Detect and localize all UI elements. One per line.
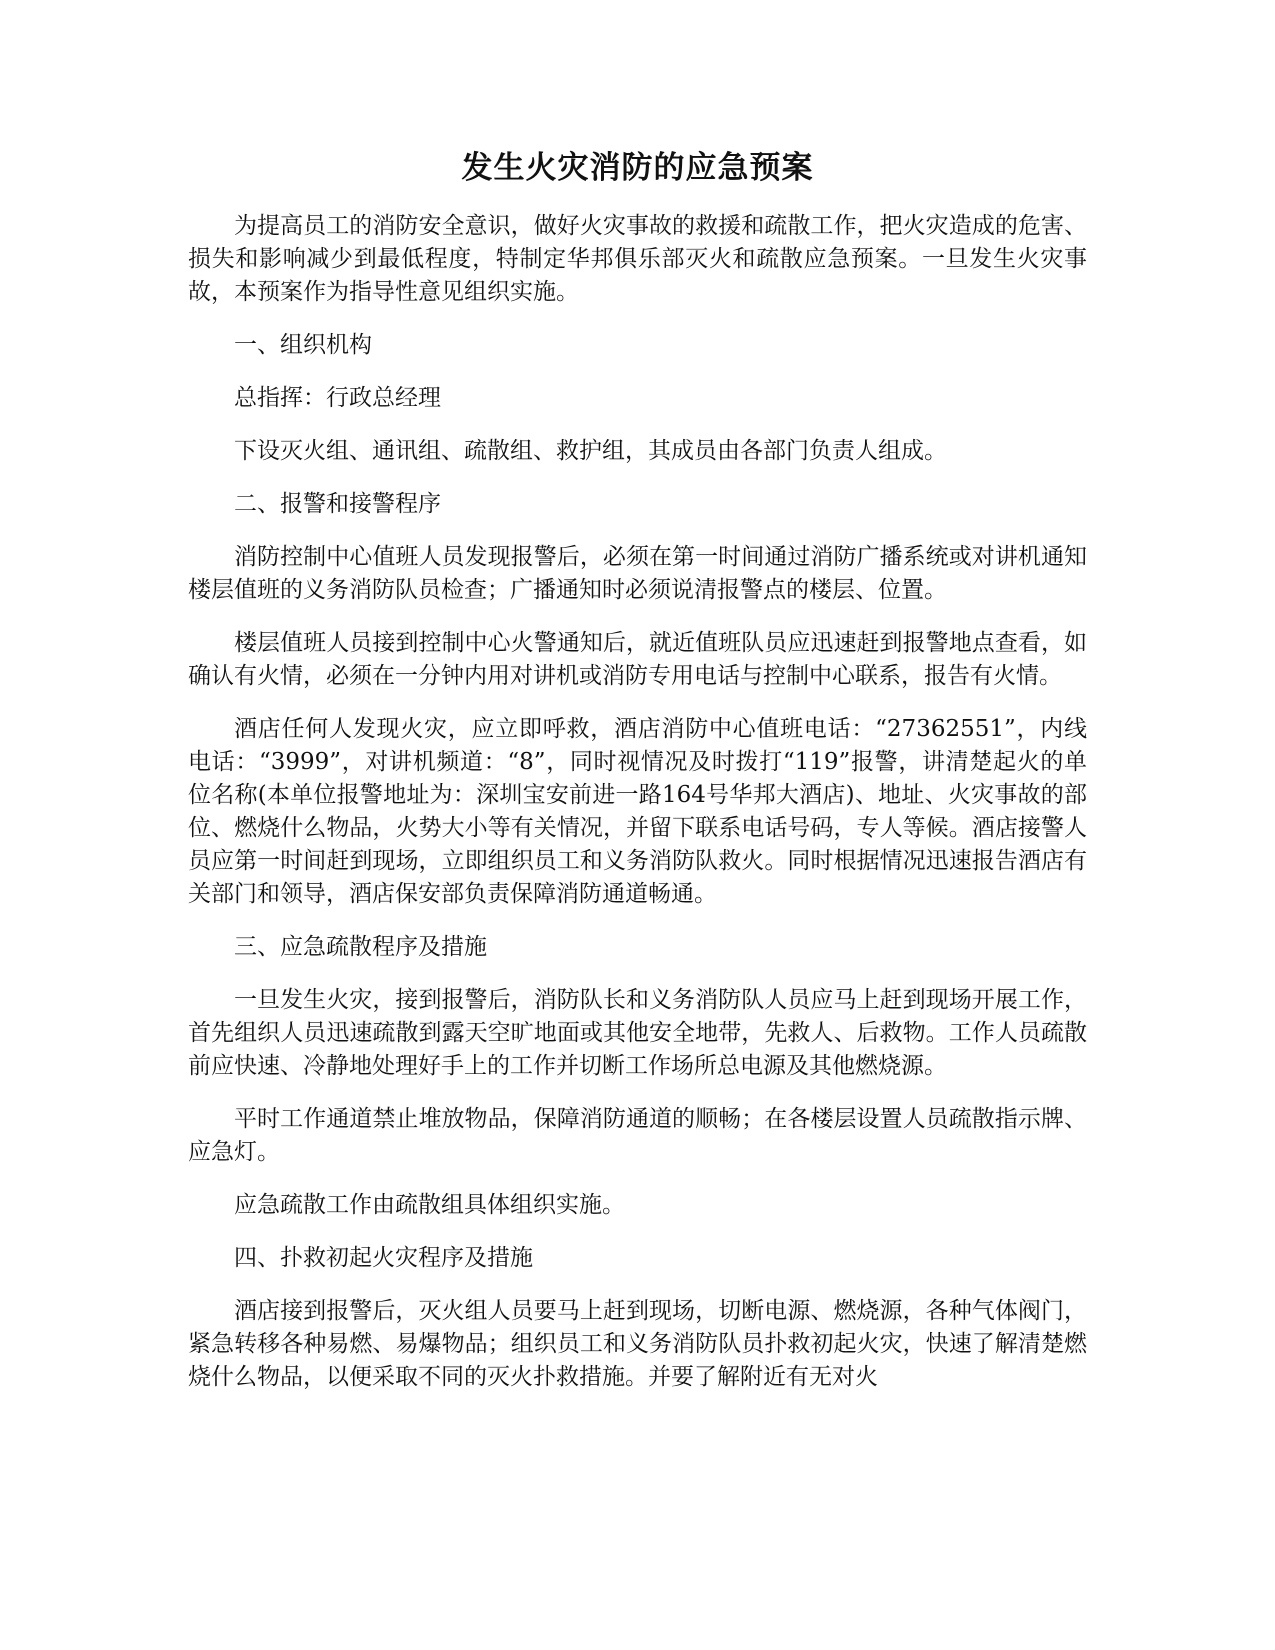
paragraph-floor-staff: 楼层值班人员接到控制中心火警通知后，就近值班队员应迅速赶到报警地点查看，如确认有火情，必须在一分钟内用对讲机或消防专用电话与控制中心联系，报告有火情。: [188, 630, 1087, 689]
section-heading-evacuation: 三、应急疏散程序及措施: [234, 934, 487, 960]
section-heading-firefighting: 四、扑救初起火灾程序及措施: [234, 1245, 533, 1271]
paragraph-control-center: 消防控制中心值班人员发现报警后，必须在第一时间通过消防广播系统或对讲机通知楼层值班的义务消防队员检查；广播通知时必须说清报警点的楼层、位置。: [188, 544, 1087, 603]
document-body: [188, 210, 1087, 1414]
paragraph-intro: 为提高员工的消防安全意识，做好火灾事故的救援和疏散工作，把火灾造成的危害、损失和影响减少到最低程度，特制定华邦俱乐部灭火和疏散应急预案。一旦发生火灾事故，本预案作为指导性意见组织实施。: [188, 213, 1087, 305]
paragraph-passages: 平时工作通道禁止堆放物品，保障消防通道的顺畅；在各楼层设置人员疏散指示牌、应急灯。: [188, 1106, 1087, 1165]
section-heading-organization: 一、组织机构: [234, 332, 372, 358]
paragraph-groups: 下设灭火组、通讯组、疏散组、救护组，其成员由各部门负责人组成。: [234, 438, 947, 464]
paragraph-commander: 总指挥：行政总经理: [234, 385, 441, 411]
document-title: 发生火灾消防的应急预案: [461, 150, 814, 186]
paragraph-evacuation-steps: 一旦发生火灾，接到报警后，消防队长和义务消防队人员应马上赶到现场开展工作，首先组织人员迅速疏散到露天空旷地面或其他安全地带，先救人、后救物。工作人员疏散前应快速、冷静地处理好手上的工作并切断工作场所总电源及其他燃烧源。: [188, 987, 1087, 1079]
paragraph-evacuation-group: 应急疏散工作由疏散组具体组织实施。: [234, 1192, 625, 1218]
section-heading-alarm: 二、报警和接警程序: [234, 491, 441, 517]
paragraph-firefighting-steps: 酒店接到报警后，灭火组人员要马上赶到现场，切断电源、燃烧源，各种气体阀门，紧急转移各种易燃、易爆物品；组织员工和义务消防队员扑救初起火灾，快速了解清楚燃烧什么物品，以便采取不同的灭火扑救措施。并要了解附近有无对火: [188, 1298, 1087, 1390]
paragraph-report-fire: 酒店任何人发现火灾，应立即呼救，酒店消防中心值班电话：“27362551”，内线电话：“3999”，对讲机频道：“8”，同时视情况及时拨打“119”报警，讲清楚起火的单位名称(本单位报警地址为：深圳宝安前进一路164号华邦大酒店)、地址、火灾事故的部位、燃烧什么物品，火势大小等有关情况，并留下联系电话号码，专人等候。酒店接警人员应第一时间赶到现场，立即组织员工和义务消防队救火。同时根据情况迅速报告酒店有关部门和领导，酒店保安部负责保障消防通道畅通。: [188, 716, 1087, 907]
